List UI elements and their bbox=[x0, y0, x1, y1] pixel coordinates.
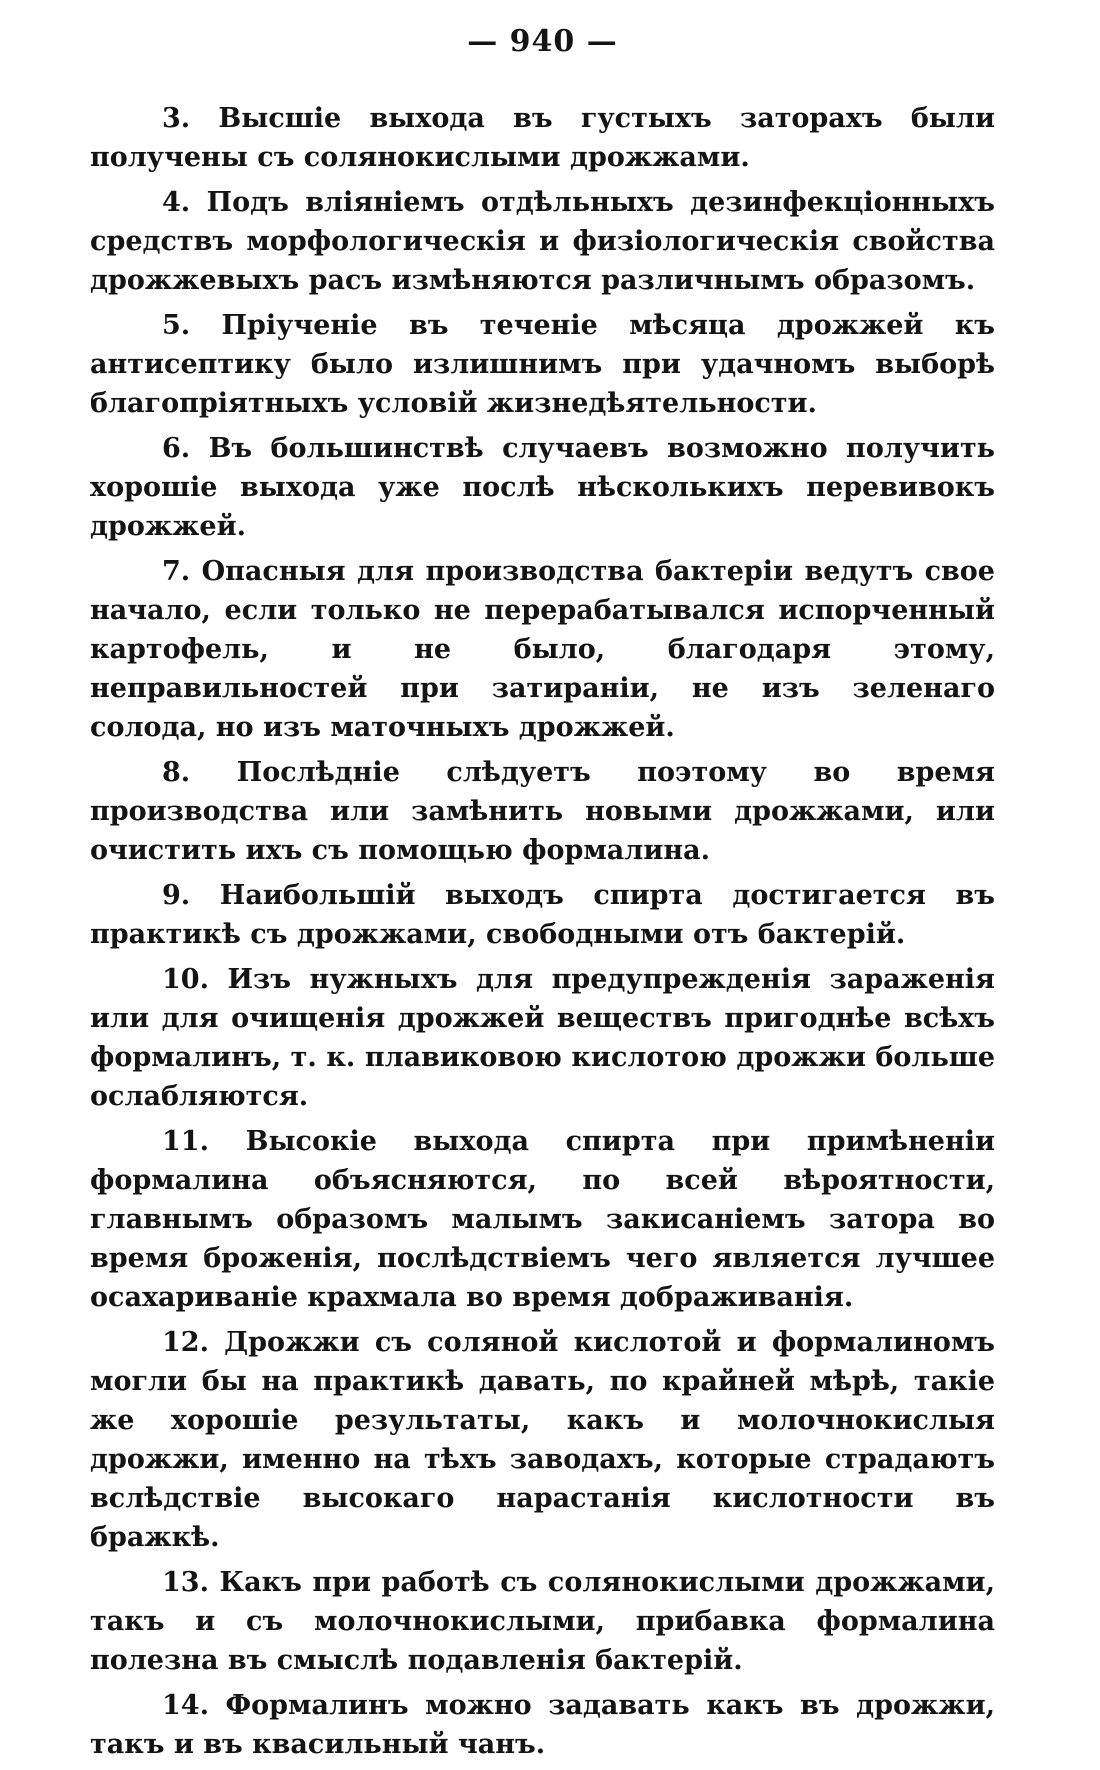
paragraph-5: 5. Пріученіе въ теченіе мѣсяца дрожжей къ антисептику было излишнимъ при удачномъ выборѣ благопріятныхъ условій жизнедѣятельности. bbox=[90, 310, 995, 419]
document-page bbox=[90, 24, 995, 1770]
paragraph-13: 13. Какъ при работѣ съ солянокислыми дрожжами, такъ и съ молочнокислыми, прибавка формалина полезна въ смыслѣ подавленія бактерій. bbox=[90, 1567, 995, 1676]
paragraph-12: 12. Дрожжи съ соляной кислотой и формалиномъ могли бы на практикѣ давать, по крайней мѣрѣ, такіе же хорошіе результаты, какъ и молочнокислыя дрожжи, именно на тѣхъ заводахъ, которые страдаютъ вслѣдствіе высокаго нарастанія кислотности въ бражкѣ. bbox=[90, 1327, 995, 1553]
paragraph-10: 10. Изъ нужныхъ для предупрежденія зараженія или для очищенія дрожжей веществъ пригоднѣе всѣхъ формалинъ, т. к. плавиковою кислотою дрожжи больше ослабляются. bbox=[90, 964, 995, 1112]
paragraph-14: 14. Формалинъ можно задавать какъ въ дрожжи, такъ и въ квасильный чанъ. bbox=[90, 1690, 995, 1760]
paragraph-11: 11. Высокіе выхода спирта при примѣненіи формалина объясняются, по всей вѣроятности, главнымъ образомъ малымъ закисаніемъ затора во время броженія, послѣдствіемъ чего является лучшее осахариваніе крахмала во время дображиванія. bbox=[90, 1126, 995, 1313]
paragraph-9: 9. Наибольшій выходъ спирта достигается въ практикѣ съ дрожжами, свободными отъ бактерій. bbox=[90, 880, 995, 950]
paragraph-6: 6. Въ большинствѣ случаевъ возможно получить хорошіе выхода уже послѣ нѣсколькихъ перевивокъ дрожжей. bbox=[90, 433, 995, 542]
paragraph-8: 8. Послѣдніе слѣдуетъ поэтому во время производства или замѣнить новыми дрожжами, или очистить ихъ съ помощью формалина. bbox=[90, 757, 995, 866]
paragraph-4: 4. Подъ вліяніемъ отдѣльныхъ дезинфекціонныхъ средствъ морфологическія и физіологическія свойства дрожжевыхъ расъ измѣняются различнымъ образомъ. bbox=[90, 187, 995, 296]
paragraph-7: 7. Опасныя для производства бактеріи ведутъ свое начало, если только не перерабатывался испорченный картофель, и не было, благодаря этому, неправильностей при затираніи, не изъ зеленаго солода, но изъ маточныхъ дрожжей. bbox=[90, 556, 995, 743]
paragraph-3: 3. Высшіе выхода въ густыхъ заторахъ были получены съ солянокислыми дрожжами. bbox=[90, 103, 995, 173]
page-number: — 940 — bbox=[467, 24, 618, 59]
